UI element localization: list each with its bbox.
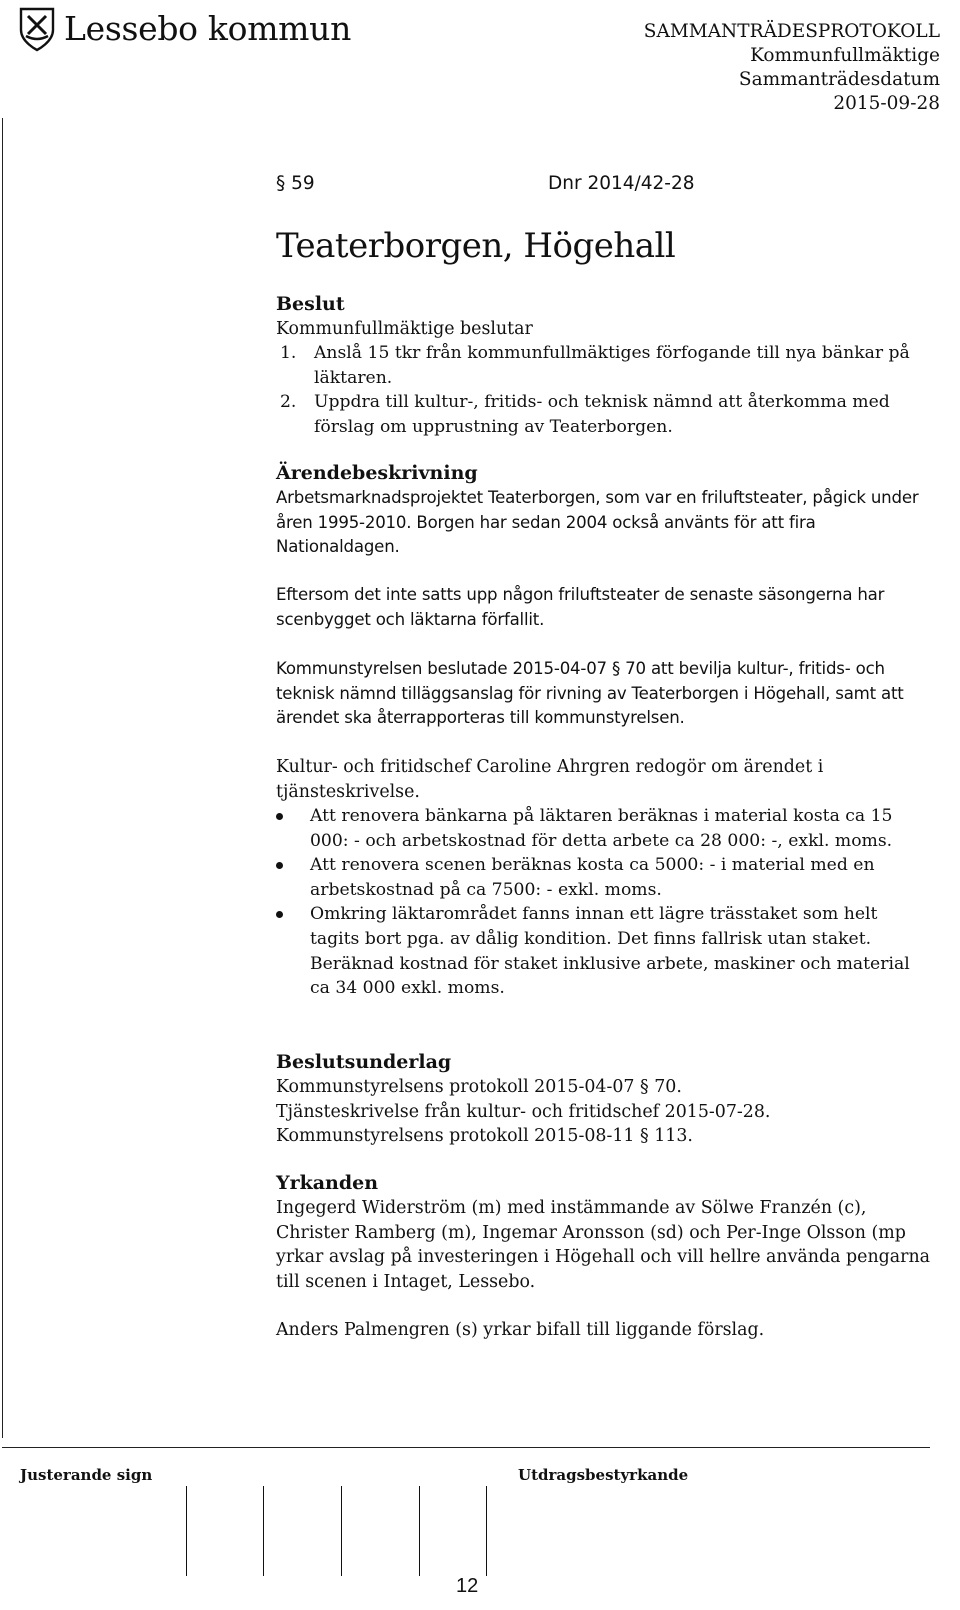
signature-box-divider xyxy=(486,1486,487,1576)
list-item xyxy=(276,341,916,390)
signature-box-divider xyxy=(419,1486,420,1576)
beslut-list xyxy=(276,341,916,439)
dnr-number: Dnr 2014/42-28 xyxy=(548,173,695,194)
coat-of-arms-icon xyxy=(18,6,56,52)
logo-wordmark: Lessebo kommun xyxy=(64,9,352,48)
signature-box-divider xyxy=(186,1486,187,1576)
meeting-date-label: Sammanträdesdatum xyxy=(738,69,940,90)
yrkanden-paragraph-2: Anders Palmengren (s) yrkar bifall till liggande förslag. xyxy=(276,1320,765,1340)
arende-paragraph-3: Kommunstyrelsen beslutade 2015-04-07 § 70 att bevilja kultur-, fritids- och teknisk nämnd tilläggsanslag för rivning av Teaterborgen i Högehall, samt att ärendet ska återrapporteras till kommunstyrelsen. xyxy=(276,659,904,728)
case-title: Teaterborgen, Högehall xyxy=(276,226,676,266)
page-number: 12 xyxy=(456,1575,479,1597)
meeting-body: Kommunfullmäktige xyxy=(750,45,940,66)
underlag-line: Tjänsteskrivelse från kultur- och fritidschef 2015-07-28. xyxy=(276,1101,771,1122)
doc-type: SAMMANTRÄDESPROTOKOLL xyxy=(643,21,940,42)
list-number: 1. xyxy=(280,343,297,363)
left-margin-rule xyxy=(2,118,3,1438)
paragraph-number: § 59 xyxy=(276,173,315,194)
list-item xyxy=(276,390,916,439)
arende-paragraph-4: Kultur- och fritidschef Caroline Ahrgren redogör om ärendet i tjänsteskrivelse. xyxy=(276,757,824,802)
heading-yrkanden: Yrkanden xyxy=(276,1172,379,1194)
arende-paragraph-2: Eftersom det inte satts upp någon friluftsteater de senaste säsongerna har scenbygget och läktarna förfallit. xyxy=(276,585,885,629)
underlag-line: Kommunstyrelsens protokoll 2015-08-11 § 113. xyxy=(276,1126,693,1147)
arende-paragraph-1: Arbetsmarknadsprojektet Teaterborgen, som var en friluftsteater, pågick under åren 1995-2010. Borgen har sedan 2004 också använts för att fira Nationaldagen. xyxy=(276,488,919,557)
list-number: 2. xyxy=(280,392,297,413)
case-reference xyxy=(276,172,695,196)
footer-rule xyxy=(2,1447,930,1448)
underlag-line: Kommunstyrelsens protokoll 2015-04-07 § 70. xyxy=(276,1077,682,1097)
beslut-intro: Kommunfullmäktige beslutar xyxy=(276,319,533,339)
list-text: Uppdra till kultur-, fritids- och teknisk nämnd att återkomma med förslag om upprustning av Teaterborgen. xyxy=(314,392,890,437)
protocol-header xyxy=(644,20,940,116)
cost-bullet-list xyxy=(276,804,916,1001)
list-item: Att renovera scenen beräknas kosta ca 5000: - i material med en arbetskostnad på ca 7500: - exkl. moms. xyxy=(276,853,916,902)
list-item: Att renovera bänkarna på läktaren beräknas i material kosta ca 15 000: - och arbetskostnad för detta arbete ca 28 000: -, exkl. moms. xyxy=(276,804,916,853)
yrkanden-paragraph-1: Ingegerd Widerström (m) med instämmande av Sölwe Franzén (c), Christer Ramberg (m), Ingemar Aronsson (sd) och Per-Inge Olsson (mp yrkar avslag på investeringen i Högehall och vill hellre använda pengarna till scenen i Intaget, Lessebo. xyxy=(276,1198,931,1292)
heading-beslut: Beslut xyxy=(276,293,345,315)
beslutsunderlag-list xyxy=(276,1075,941,1149)
justerande-sign-label: Justerande sign xyxy=(20,1466,153,1484)
list-item: Omkring läktarområdet fanns innan ett lägre trässtaket som helt tagits bort pga. av dålig kondition. Det finns fallrisk utan staket. Beräknad kostnad för staket inklusive arbete, maskiner och material ca 34 000 exkl. moms. xyxy=(276,902,916,1000)
meeting-date: 2015-09-28 xyxy=(833,93,940,114)
heading-arendebeskrivning: Ärendebeskrivning xyxy=(276,462,478,484)
list-text: Anslå 15 tkr från kommunfullmäktiges förfogande till nya bänkar på läktaren. xyxy=(314,343,910,388)
heading-beslutsunderlag: Beslutsunderlag xyxy=(276,1051,452,1073)
signature-box-divider xyxy=(263,1486,264,1576)
signature-box-divider xyxy=(341,1486,342,1576)
municipality-logo xyxy=(18,4,378,54)
utdragsbestyrkande-label: Utdragsbestyrkande xyxy=(518,1466,689,1484)
